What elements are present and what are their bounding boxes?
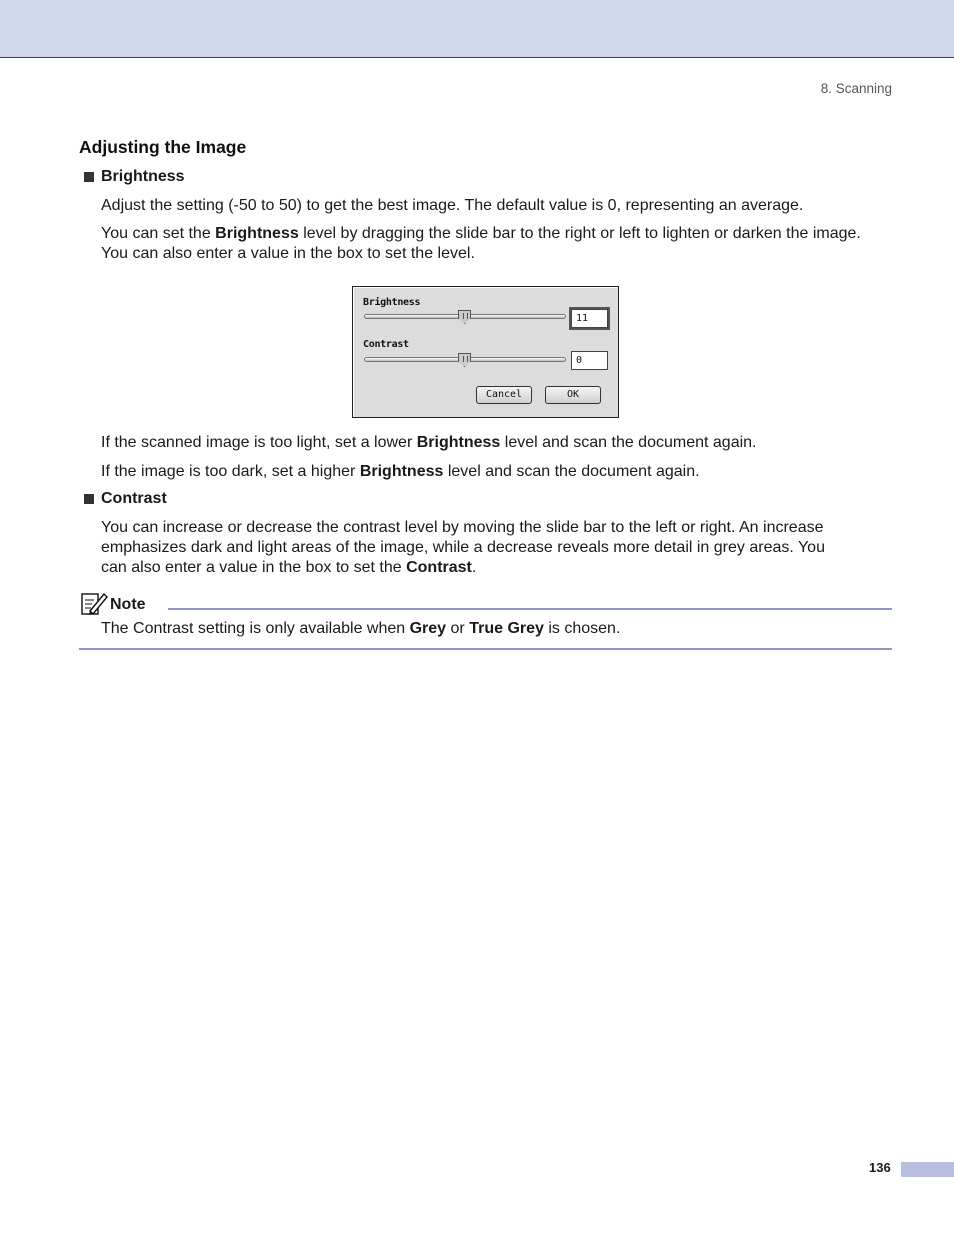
note-top-rule <box>168 608 892 610</box>
cancel-button[interactable]: Cancel <box>476 386 532 404</box>
text-run: emphasizes dark and light areas of the image, while a decrease reveals more detail in grey areas. You <box>101 539 825 556</box>
bold-term: Contrast <box>406 559 472 576</box>
contrast-paragraph <box>101 518 896 578</box>
text-run: If the image is too dark, set a higher <box>101 463 360 480</box>
bold-term: Brightness <box>359 463 444 480</box>
bold-term: Brightness <box>416 434 501 451</box>
text-run: level and scan the document again. <box>443 463 700 480</box>
bold-term: True Grey <box>469 620 544 637</box>
note-pencil-icon <box>80 591 108 616</box>
chapter-label: 8. Scanning <box>820 81 892 96</box>
text-run: You can set the <box>101 225 216 242</box>
dialog-brightness-label: Brightness <box>363 297 421 308</box>
brightness-heading-text: Brightness <box>101 168 185 185</box>
brightness-contrast-dialog <box>352 286 619 418</box>
text-run: is chosen. <box>543 620 621 637</box>
note-text <box>101 619 620 639</box>
contrast-value-input[interactable]: 0 <box>571 351 608 370</box>
text-run: level and scan the document again. <box>500 434 757 451</box>
ok-button[interactable]: OK <box>545 386 601 404</box>
page-number: 136 <box>869 1160 891 1175</box>
page-number-bar <box>901 1162 954 1177</box>
contrast-heading <box>84 490 167 508</box>
header-band <box>0 0 954 58</box>
section-title: Adjusting the Image <box>79 137 247 157</box>
brightness-paragraph-1: Adjust the setting (-50 to 50) to get the best image. The default value is 0, representing an average. <box>101 197 804 214</box>
text-run: or <box>446 620 470 637</box>
brightness-paragraph-4 <box>101 462 896 482</box>
bold-term: Grey <box>409 620 447 637</box>
text-run: If the scanned image is too light, set a lower <box>101 434 417 451</box>
dialog-contrast-label: Contrast <box>363 339 409 350</box>
contrast-slider-thumb[interactable] <box>458 353 471 367</box>
text-run: You can also enter a value in the box to set the level. <box>101 245 475 262</box>
brightness-value-input[interactable]: 11 <box>571 309 608 328</box>
brightness-slider-thumb[interactable] <box>458 310 471 324</box>
contrast-heading-text: Contrast <box>101 490 167 507</box>
text-run: The Contrast setting is only available when <box>101 620 410 637</box>
brightness-paragraph-2 <box>101 224 896 264</box>
text-run: You can increase or decrease the contrast level by moving the slide bar to the left or right. An increase <box>101 519 824 536</box>
bullet-square-icon <box>84 494 94 504</box>
bullet-square-icon <box>84 172 94 182</box>
text-run: level by dragging the slide bar to the right or left to lighten or darken the image. <box>298 225 861 242</box>
text-run: . <box>471 559 477 576</box>
text-run: can also enter a value in the box to set the <box>101 559 407 576</box>
bold-term: Brightness <box>215 225 299 242</box>
note-bottom-rule <box>79 648 892 650</box>
note-title: Note <box>110 596 146 613</box>
brightness-heading <box>84 168 185 186</box>
brightness-paragraph-3 <box>101 433 896 453</box>
